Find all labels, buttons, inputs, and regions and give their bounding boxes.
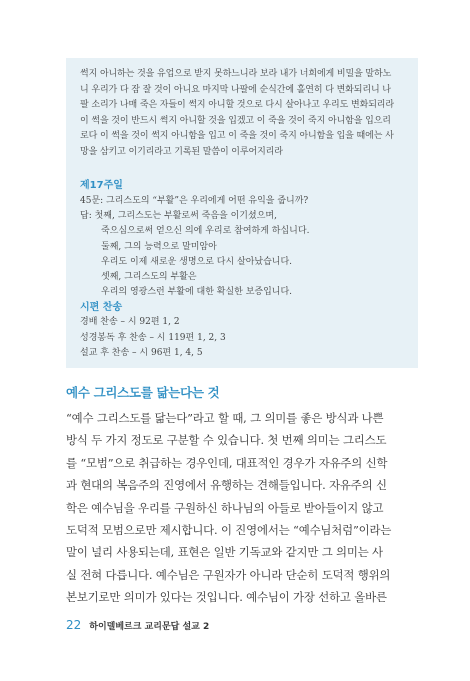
quote-line: 로다 이 썩을 것이 썩지 아니함을 입고 이 죽을 것이 죽지 아니함을 입을 때에는 사 xyxy=(80,131,394,142)
psalm-item: 경배 찬송 – 시 92편 1, 2 xyxy=(80,317,180,327)
psalm-heading: 시편 찬송 xyxy=(80,302,123,313)
body-line: 방식 두 가지 정도로 구분할 수 있습니다. 첫 번째 의미는 그리스도 xyxy=(66,433,387,448)
answer-line: 둘째, 그의 능력으로 말미암아 xyxy=(101,241,217,252)
quote-line: 썩지 아니하는 것을 유업으로 받지 못하느니라 보라 내가 너희에게 비밀을 말하노 xyxy=(80,69,392,79)
body-line: 말이 널리 사용되는데, 표현은 일반 기독교와 같지만 그 의미는 사 xyxy=(66,545,383,560)
psalm-item: 성경봉독 후 찬송 – 시 119편 1, 2, 3 xyxy=(80,332,226,343)
answer-line: 답: 첫째, 그리스도는 부활로써 죽음을 이기셨으며, xyxy=(80,211,277,222)
body-line: 도덕적 모범으로만 제시합니다. 이 진영에서는 “예수님처럼”이라는 xyxy=(66,523,392,538)
page-footer xyxy=(66,618,209,632)
body-line: 과 현대의 복음주의 진영에서 유행하는 견해들입니다. 자유주의 신 xyxy=(66,478,387,493)
psalm-item: 설교 후 찬송 – 시 96편 1, 4, 5 xyxy=(80,348,203,358)
answer-line: 죽으심으로써 얻으신 의에 우리로 참여하게 하십니다. xyxy=(101,226,310,237)
body-line: 학은 예수님을 우리를 구원하신 하나님의 아들로 받아들이지 않고 xyxy=(66,500,384,515)
scripture-quote xyxy=(80,67,410,161)
body-line: “예수 그리스도를 닮는다”라고 할 때, 그 의미를 좋은 방식과 나쁜 xyxy=(66,411,384,425)
article-body xyxy=(66,407,426,609)
body-line: 를 “모범”으로 취급하는 경우인데, 대표적인 경우가 자유주의 신학 xyxy=(66,455,388,470)
week-heading: 제17주일 xyxy=(80,180,123,191)
body-line: 본보기로만 의미가 있다는 것입니다. 예수님이 가장 선하고 올바른 xyxy=(66,590,387,605)
quote-line: 이 썩을 것이 반드시 썩지 아니할 것을 입겠고 이 죽을 것이 죽지 아니함을 입으리 xyxy=(80,115,391,126)
article-title: 예수 그리스도를 닮는다는 것 xyxy=(66,385,220,400)
question-answer xyxy=(80,194,309,300)
psalm-list xyxy=(80,315,226,362)
answer-line: 우리의 영광스런 부활에 대한 확실한 보증입니다. xyxy=(101,287,293,298)
running-title: 하이델베르크 교리문답 설교 2 xyxy=(89,622,210,632)
quote-line: 팔 소리가 나매 죽은 자들이 썩지 아니할 것으로 다시 살아나고 우리도 변화되리라 xyxy=(80,100,394,111)
page-number: 22 xyxy=(66,618,82,632)
answer-line: 우리도 이제 새로운 생명으로 다시 살아났습니다. xyxy=(101,256,293,267)
answer-line: 셋째, 그리스도의 부활은 xyxy=(101,272,197,283)
quote-line: 망을 삼키고 이기리라고 기록된 말씀이 이루어지리라 xyxy=(80,146,283,157)
question: 45문: 그리스도의 “부활”은 우리에게 어떤 유익을 줍니까? xyxy=(80,196,309,206)
quote-line: 니 우리가 다 잠 잘 것이 아니요 마지막 나팔에 순식간에 홀연히 다 변화되리니 나 xyxy=(80,84,391,95)
body-line: 실 전혀 다릅니다. 예수님은 구원자가 아니라 단순히 도덕적 행위의 xyxy=(66,567,391,582)
